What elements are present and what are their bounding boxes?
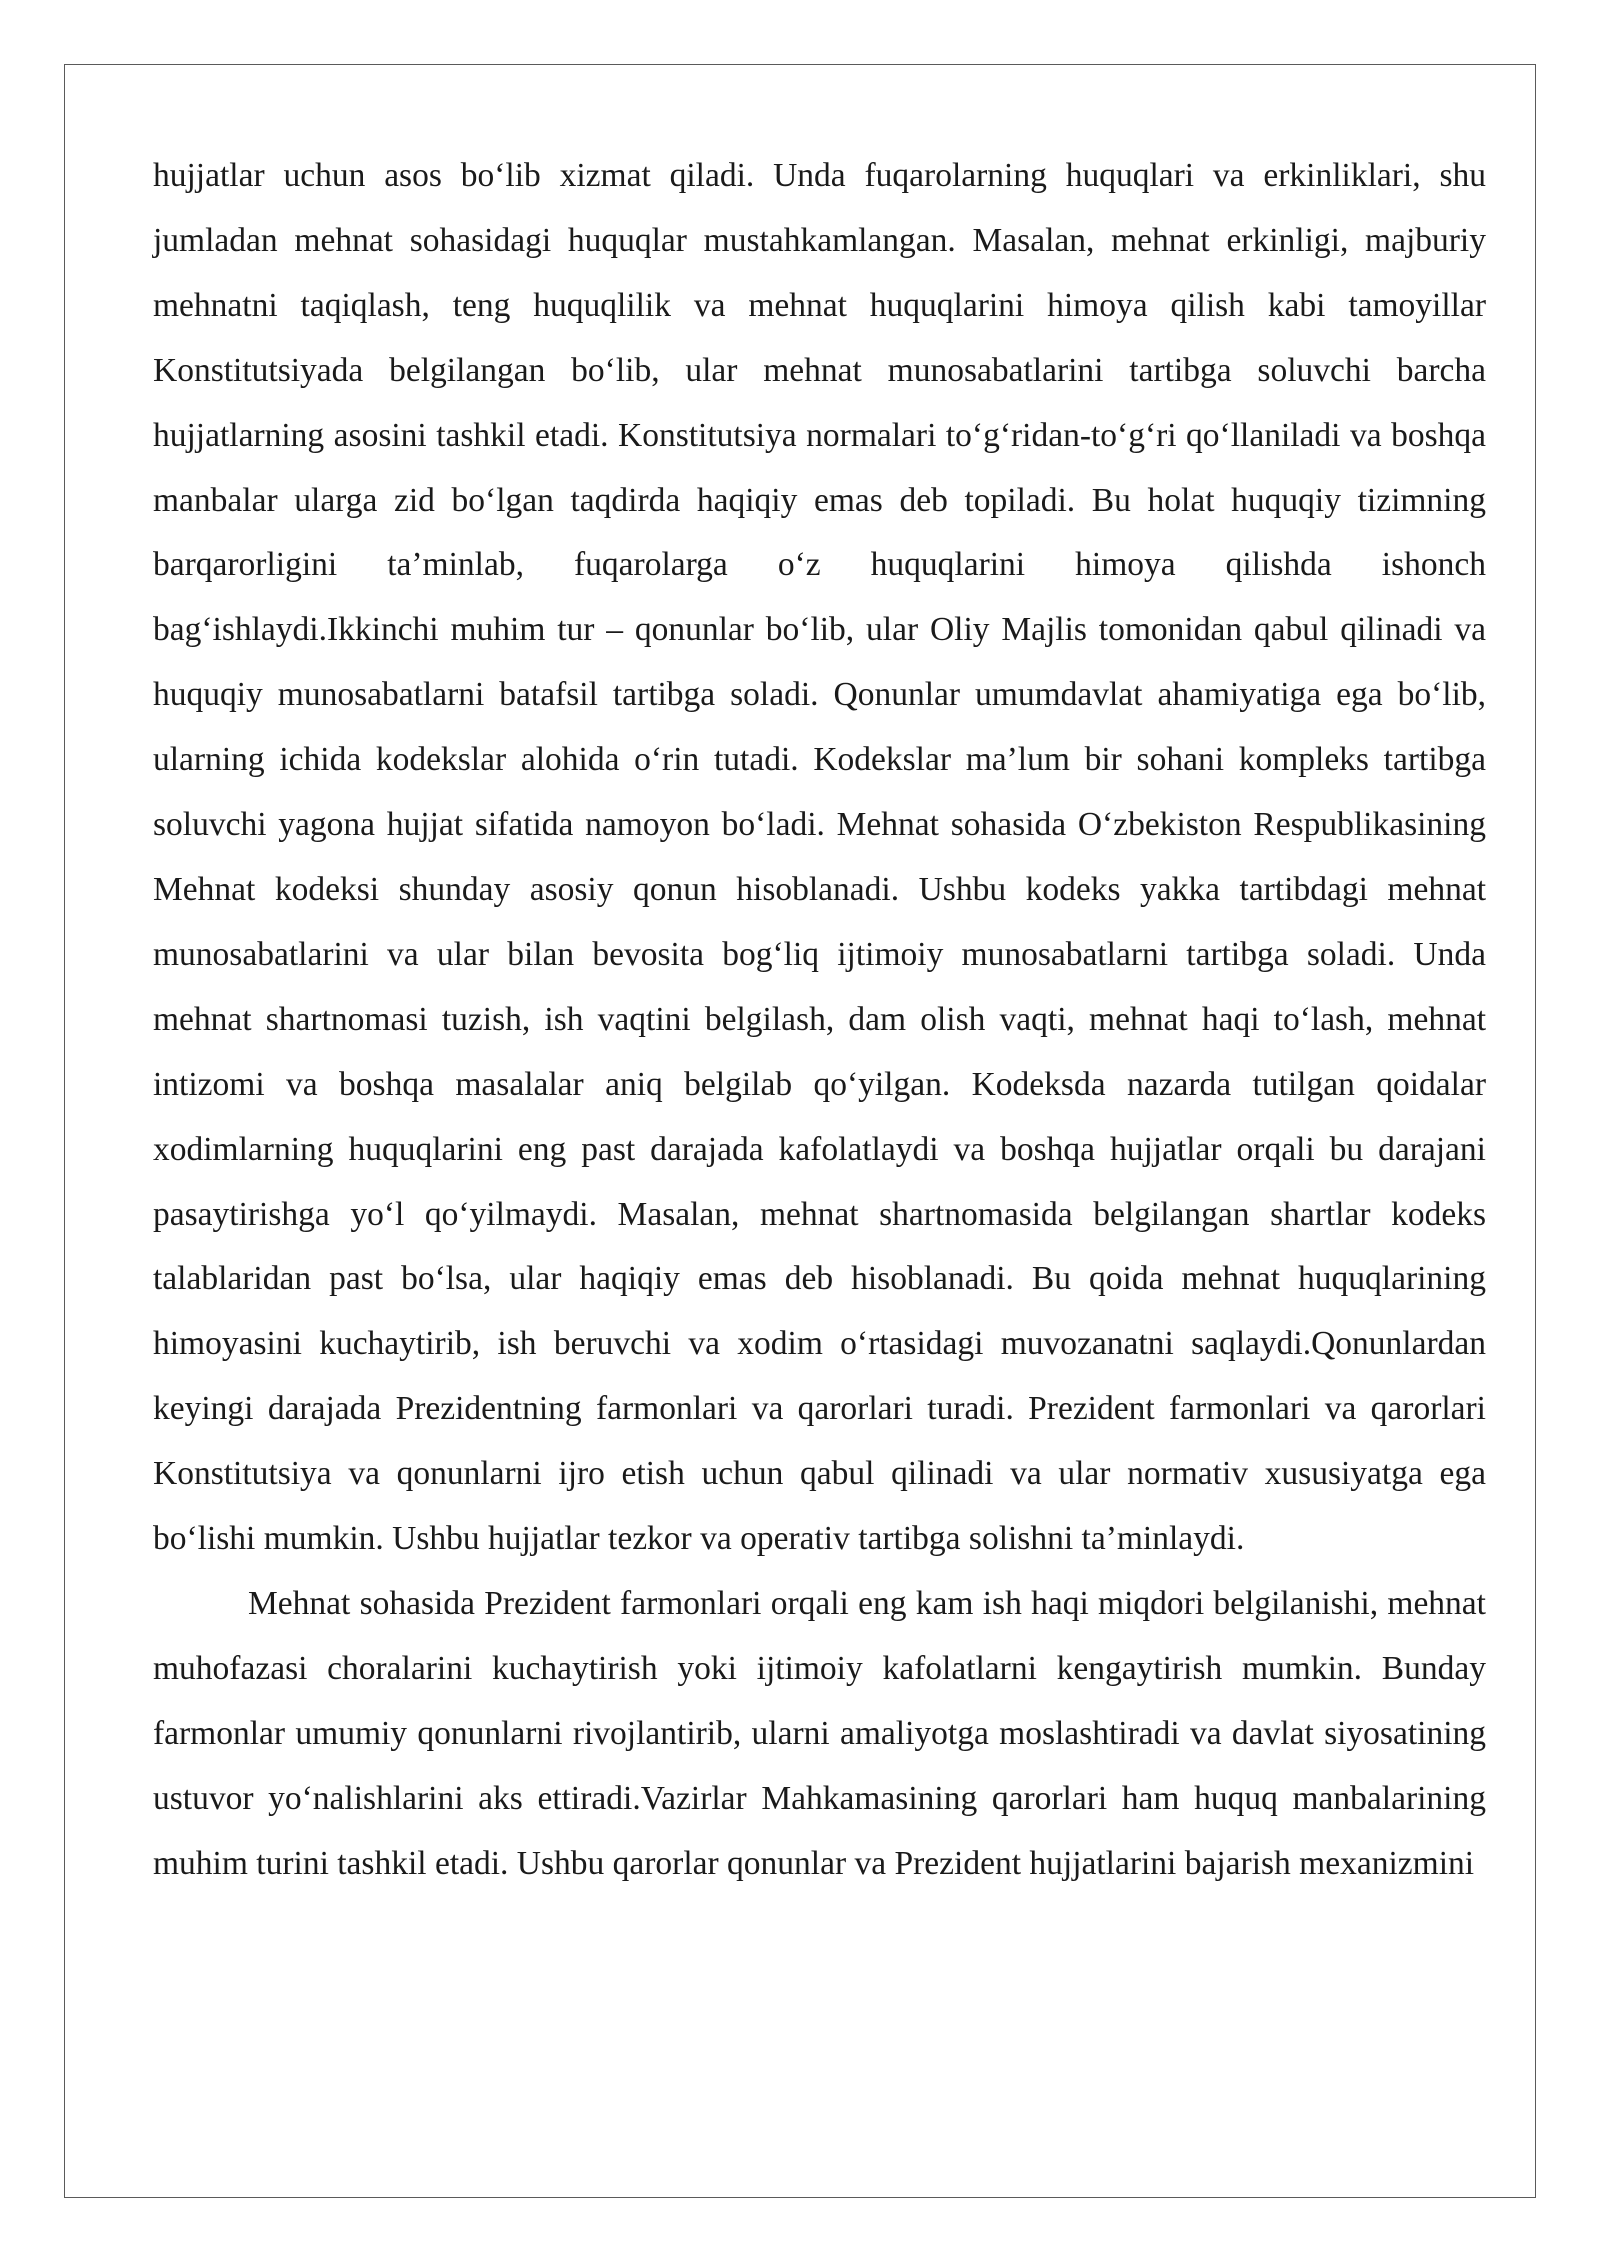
document-body (153, 144, 1486, 1896)
paragraph-1: hujjatlar uchun asos bo‘lib xizmat qiladi. Unda fuqarolarning huquqlari va erkinliklari, shu jumladan mehnat sohasidagi huquqlar mustahkamlangan. Masalan, mehnat erkinligi, majburiy mehnatni taqiqlash, teng huquqlilik va mehnat huquqlarini himoya qilish kabi tamoyillar Konstitutsiyada belgilangan bo‘lib, ular mehnat munosabatlarini tartibga soluvchi barcha hujjatlarning asosini tashkil etadi. Konstitutsiya normalari to‘g‘ridan-to‘g‘ri qo‘llaniladi va boshqa manbalar ularga zid bo‘lgan taqdirda haqiqiy emas deb topiladi. Bu holat huquqiy tizimning barqarorligini ta’minlab, fuqarolarga o‘z huquqlarini himoya qilishda ishonch bag‘ishlaydi.Ikkinchi muhim tur – qonunlar bo‘lib, ular Oliy Majlis tomonidan qabul qilinadi va huquqiy munosabatlarni batafsil tartibga soladi. Qonunlar umumdavlat ahamiyatiga ega bo‘lib, ularning ichida kodekslar alohida o‘rin tutadi. Kodekslar ma’lum bir sohani kompleks tartibga soluvchi yagona hujjat sifatida namoyon bo‘ladi. Mehnat sohasida O‘zbekiston Respublikasining Mehnat kodeksi shunday asosiy qonun hisoblanadi. Ushbu kodeks yakka tartibdagi mehnat munosabatlarini va ular bilan bevosita bog‘liq ijtimoiy munosabatlarni tartibga soladi. Unda mehnat shartnomasi tuzish, ish vaqtini belgilash, dam olish vaqti, mehnat haqi to‘lash, mehnat intizomi va boshqa masalalar aniq belgilab qo‘yilgan. Kodeksda nazarda tutilgan qoidalar xodimlarning huquqlarini eng past darajada kafolatlaydi va boshqa hujjatlar orqali bu darajani pasaytirishga yo‘l qo‘yilmaydi. Masalan, mehnat shartnomasida belgilangan shartlar kodeks talablaridan past bo‘lsa, ular haqiqiy emas deb hisoblanadi. Bu qoida mehnat huquqlarining himoyasini kuchaytirib, ish beruvchi va xodim o‘rtasidagi muvozanatni saqlaydi.Qonunlardan keyingi darajada Prezidentning farmonlari va qarorlari turadi. Prezident farmonlari va qarorlari Konstitutsiya va qonunlarni ijro etish uchun qabul qilinadi va ular normativ xususiyatga ega bo‘lishi mumkin. Ushbu hujjatlar tezkor va operativ tartibga solishni ta’minlaydi. (153, 157, 1486, 1558)
paragraph-2: Mehnat sohasida Prezident farmonlari orqali eng kam ish haqi miqdori belgilanishi, mehnat muhofazasi choralarini kuchaytirish yoki ijtimoiy kafolatlarni kengaytirish mumkin. Bunday farmonlar umumiy qonunlarni rivojlantirib, ularni amaliyotga moslashtiradi va davlat siyosatining ustuvor yo‘nalishlarini aks ettiradi.Vazirlar Mahkamasining qarorlari ham huquq manbalarining muhim turini tashkil etadi. Ushbu qarorlar qonunlar va Prezident hujjatlarini bajarish mexanizmini (153, 1584, 1486, 1882)
